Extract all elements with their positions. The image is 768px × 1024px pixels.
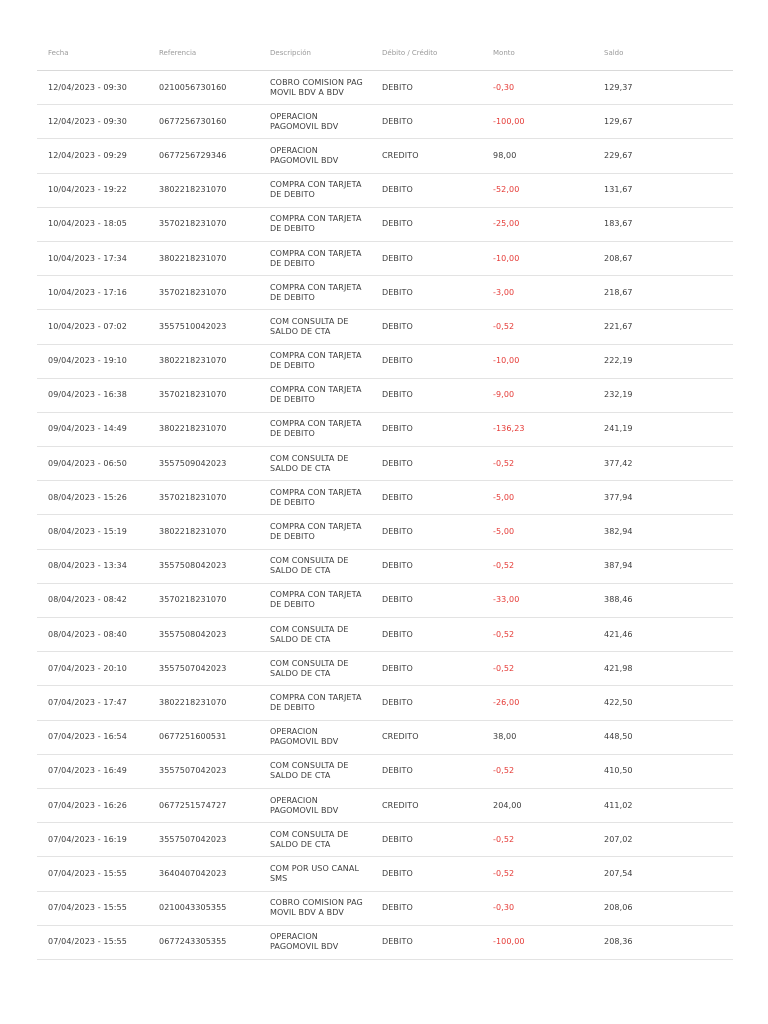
cell-monto: -0,52 <box>493 834 515 844</box>
cell-referencia: 3802218231070 <box>159 185 227 195</box>
cell-referencia: 3570218231070 <box>159 492 227 502</box>
cell-fecha: 10/04/2023 - 17:34 <box>48 253 127 263</box>
cell-fecha: 12/04/2023 - 09:30 <box>48 116 127 126</box>
cell-monto: -25,00 <box>493 219 520 229</box>
cell-monto: -10,00 <box>493 253 520 263</box>
cell-monto: -5,00 <box>493 527 515 537</box>
cell-referencia: 0677256729346 <box>159 150 227 160</box>
cell-tipo: DEBITO <box>382 219 413 229</box>
cell-descripcion: COMPRA CON TARJETA DE DEBITO <box>270 385 362 405</box>
cell-descripcion: COMPRA CON TARJETA DE DEBITO <box>270 419 362 439</box>
cell-fecha: 07/04/2023 - 20:10 <box>48 663 127 673</box>
cell-monto: -0,52 <box>493 458 515 468</box>
cell-referencia: 0677251574727 <box>159 800 227 810</box>
cell-monto: -0,52 <box>493 766 515 776</box>
table-row <box>37 823 733 857</box>
cell-tipo: DEBITO <box>382 185 413 195</box>
cell-monto: -52,00 <box>493 185 520 195</box>
cell-descripcion: COM CONSULTA DE SALDO DE CTA <box>270 829 349 849</box>
cell-saldo: 222,19 <box>604 356 633 366</box>
cell-saldo: 232,19 <box>604 390 633 400</box>
cell-referencia: 0677251600531 <box>159 732 227 742</box>
cell-descripcion: COMPRA CON TARJETA DE DEBITO <box>270 590 362 610</box>
cell-descripcion: COBRO COMISION PAG MOVIL BDV A BDV <box>270 77 363 97</box>
cell-referencia: 3802218231070 <box>159 424 227 434</box>
cell-saldo: 207,02 <box>604 834 633 844</box>
cell-saldo: 421,98 <box>604 663 633 673</box>
cell-referencia: 3557507042023 <box>159 766 227 776</box>
cell-tipo: DEBITO <box>382 287 413 297</box>
cell-tipo: DEBITO <box>382 766 413 776</box>
cell-descripcion: OPERACION PAGOMOVIL BDV <box>270 795 339 815</box>
cell-saldo: 411,02 <box>604 800 633 810</box>
cell-referencia: 3557510042023 <box>159 321 227 331</box>
table-row <box>37 789 733 823</box>
cell-descripcion: COM POR USO CANAL SMS <box>270 863 359 883</box>
cell-tipo: DEBITO <box>382 390 413 400</box>
cell-saldo: 129,67 <box>604 116 633 126</box>
cell-monto: 98,00 <box>493 150 517 160</box>
cell-tipo: DEBITO <box>382 492 413 502</box>
cell-saldo: 422,50 <box>604 697 633 707</box>
cell-tipo: DEBITO <box>382 561 413 571</box>
cell-saldo: 208,67 <box>604 253 633 263</box>
table-row <box>37 721 733 755</box>
cell-referencia: 3640407042023 <box>159 868 227 878</box>
cell-monto: -0,52 <box>493 629 515 639</box>
cell-saldo: 382,94 <box>604 527 633 537</box>
cell-fecha: 10/04/2023 - 18:05 <box>48 219 127 229</box>
table-row <box>37 413 733 447</box>
cell-tipo: DEBITO <box>382 82 413 92</box>
table-row <box>37 618 733 652</box>
cell-saldo: 410,50 <box>604 766 633 776</box>
table-row <box>37 242 733 276</box>
cell-referencia: 3557508042023 <box>159 629 227 639</box>
cell-referencia: 3802218231070 <box>159 253 227 263</box>
table-row <box>37 892 733 926</box>
cell-monto: 38,00 <box>493 732 517 742</box>
cell-fecha: 09/04/2023 - 14:49 <box>48 424 127 434</box>
cell-descripcion: COMPRA CON TARJETA DE DEBITO <box>270 487 362 507</box>
cell-monto: -9,00 <box>493 390 515 400</box>
cell-fecha: 10/04/2023 - 17:16 <box>48 287 127 297</box>
cell-monto: -0,52 <box>493 663 515 673</box>
cell-descripcion: COMPRA CON TARJETA DE DEBITO <box>270 214 362 234</box>
cell-monto: -136,23 <box>493 424 525 434</box>
cell-descripcion: OPERACION PAGOMOVIL BDV <box>270 145 339 165</box>
cell-descripcion: COMPRA CON TARJETA DE DEBITO <box>270 692 362 712</box>
table-row <box>37 755 733 789</box>
cell-descripcion: COM CONSULTA DE SALDO DE CTA <box>270 761 349 781</box>
table-row <box>37 447 733 481</box>
cell-descripcion: COM CONSULTA DE SALDO DE CTA <box>270 316 349 336</box>
cell-fecha: 07/04/2023 - 17:47 <box>48 697 127 707</box>
table-row <box>37 71 733 105</box>
cell-fecha: 10/04/2023 - 19:22 <box>48 185 127 195</box>
cell-descripcion: COMPRA CON TARJETA DE DEBITO <box>270 522 362 542</box>
cell-monto: -26,00 <box>493 697 520 707</box>
cell-descripcion: OPERACION PAGOMOVIL BDV <box>270 111 339 131</box>
cell-saldo: 208,36 <box>604 937 633 947</box>
table-row <box>37 208 733 242</box>
cell-monto: -0,52 <box>493 321 515 331</box>
table-row <box>37 139 733 173</box>
table-row <box>37 857 733 891</box>
cell-saldo: 208,06 <box>604 903 633 913</box>
cell-fecha: 08/04/2023 - 15:19 <box>48 527 127 537</box>
cell-referencia: 3802218231070 <box>159 697 227 707</box>
cell-descripcion: COMPRA CON TARJETA DE DEBITO <box>270 282 362 302</box>
cell-monto: -0,52 <box>493 561 515 571</box>
table-body <box>37 71 733 960</box>
cell-fecha: 07/04/2023 - 16:26 <box>48 800 127 810</box>
table-row <box>37 926 733 960</box>
transactions-table <box>37 36 733 960</box>
cell-saldo: 388,46 <box>604 595 633 605</box>
table-row <box>37 584 733 618</box>
cell-tipo: DEBITO <box>382 834 413 844</box>
cell-descripcion: OPERACION PAGOMOVIL BDV <box>270 727 339 747</box>
table-row <box>37 686 733 720</box>
cell-descripcion: COM CONSULTA DE SALDO DE CTA <box>270 453 349 473</box>
cell-referencia: 3557508042023 <box>159 561 227 571</box>
cell-fecha: 09/04/2023 - 06:50 <box>48 458 127 468</box>
cell-tipo: DEBITO <box>382 321 413 331</box>
cell-descripcion: OPERACION PAGOMOVIL BDV <box>270 932 339 952</box>
cell-referencia: 3802218231070 <box>159 356 227 366</box>
cell-fecha: 08/04/2023 - 13:34 <box>48 561 127 571</box>
cell-saldo: 131,67 <box>604 185 633 195</box>
cell-referencia: 3557509042023 <box>159 458 227 468</box>
cell-fecha: 12/04/2023 - 09:29 <box>48 150 127 160</box>
cell-fecha: 09/04/2023 - 19:10 <box>48 356 127 366</box>
header-tipo: Débito / Crédito <box>382 49 438 57</box>
cell-fecha: 12/04/2023 - 09:30 <box>48 82 127 92</box>
table-row <box>37 276 733 310</box>
cell-referencia: 3557507042023 <box>159 663 227 673</box>
cell-saldo: 448,50 <box>604 732 633 742</box>
cell-referencia: 0210056730160 <box>159 82 227 92</box>
cell-fecha: 07/04/2023 - 16:19 <box>48 834 127 844</box>
table-row <box>37 379 733 413</box>
cell-tipo: CREDITO <box>382 732 419 742</box>
cell-tipo: DEBITO <box>382 868 413 878</box>
cell-saldo: 221,67 <box>604 321 633 331</box>
header-descripcion: Descripción <box>270 49 311 57</box>
cell-monto: -5,00 <box>493 492 515 502</box>
header-referencia: Referencia <box>159 49 197 57</box>
cell-tipo: DEBITO <box>382 116 413 126</box>
table-row <box>37 174 733 208</box>
cell-descripcion: COM CONSULTA DE SALDO DE CTA <box>270 658 349 678</box>
cell-saldo: 207,54 <box>604 868 633 878</box>
header-fecha: Fecha <box>48 49 69 57</box>
table-row <box>37 550 733 584</box>
cell-referencia: 3570218231070 <box>159 219 227 229</box>
cell-tipo: DEBITO <box>382 458 413 468</box>
cell-tipo: DEBITO <box>382 629 413 639</box>
cell-saldo: 229,67 <box>604 150 633 160</box>
cell-tipo: CREDITO <box>382 150 419 160</box>
cell-monto: -0,52 <box>493 868 515 878</box>
cell-tipo: DEBITO <box>382 356 413 366</box>
cell-tipo: DEBITO <box>382 424 413 434</box>
cell-descripcion: COM CONSULTA DE SALDO DE CTA <box>270 624 349 644</box>
table-header <box>37 36 733 71</box>
cell-tipo: DEBITO <box>382 253 413 263</box>
table-row <box>37 481 733 515</box>
table-row <box>37 345 733 379</box>
cell-tipo: CREDITO <box>382 800 419 810</box>
cell-descripcion: COMPRA CON TARJETA DE DEBITO <box>270 180 362 200</box>
cell-saldo: 377,94 <box>604 492 633 502</box>
cell-fecha: 08/04/2023 - 08:42 <box>48 595 127 605</box>
table-row <box>37 652 733 686</box>
cell-fecha: 08/04/2023 - 15:26 <box>48 492 127 502</box>
cell-fecha: 10/04/2023 - 07:02 <box>48 321 127 331</box>
table-row <box>37 105 733 139</box>
cell-saldo: 387,94 <box>604 561 633 571</box>
cell-monto: -0,30 <box>493 903 515 913</box>
cell-monto: -10,00 <box>493 356 520 366</box>
cell-saldo: 377,42 <box>604 458 633 468</box>
cell-referencia: 3557507042023 <box>159 834 227 844</box>
cell-referencia: 3570218231070 <box>159 595 227 605</box>
cell-descripcion: COMPRA CON TARJETA DE DEBITO <box>270 248 362 268</box>
cell-fecha: 09/04/2023 - 16:38 <box>48 390 127 400</box>
cell-tipo: DEBITO <box>382 595 413 605</box>
cell-saldo: 183,67 <box>604 219 633 229</box>
cell-tipo: DEBITO <box>382 663 413 673</box>
cell-saldo: 241,19 <box>604 424 633 434</box>
cell-tipo: DEBITO <box>382 937 413 947</box>
cell-descripcion: COBRO COMISION PAG MOVIL BDV A BDV <box>270 898 363 918</box>
table-row <box>37 515 733 549</box>
cell-monto: 204,00 <box>493 800 522 810</box>
cell-tipo: DEBITO <box>382 903 413 913</box>
cell-monto: -100,00 <box>493 937 525 947</box>
cell-fecha: 07/04/2023 - 15:55 <box>48 868 127 878</box>
cell-referencia: 3802218231070 <box>159 527 227 537</box>
cell-saldo: 129,37 <box>604 82 633 92</box>
cell-fecha: 07/04/2023 - 15:55 <box>48 903 127 913</box>
cell-saldo: 218,67 <box>604 287 633 297</box>
cell-tipo: DEBITO <box>382 527 413 537</box>
cell-monto: -33,00 <box>493 595 520 605</box>
cell-monto: -3,00 <box>493 287 515 297</box>
cell-monto: -100,00 <box>493 116 525 126</box>
header-monto: Monto <box>493 49 515 57</box>
cell-referencia: 3570218231070 <box>159 287 227 297</box>
header-saldo: Saldo <box>604 49 624 57</box>
cell-referencia: 0677243305355 <box>159 937 227 947</box>
cell-saldo: 421,46 <box>604 629 633 639</box>
cell-referencia: 3570218231070 <box>159 390 227 400</box>
cell-monto: -0,30 <box>493 82 515 92</box>
cell-fecha: 07/04/2023 - 15:55 <box>48 937 127 947</box>
cell-descripcion: COM CONSULTA DE SALDO DE CTA <box>270 556 349 576</box>
cell-fecha: 07/04/2023 - 16:54 <box>48 732 127 742</box>
table-row <box>37 310 733 344</box>
cell-referencia: 0210043305355 <box>159 903 227 913</box>
cell-fecha: 07/04/2023 - 16:49 <box>48 766 127 776</box>
cell-referencia: 0677256730160 <box>159 116 227 126</box>
cell-fecha: 08/04/2023 - 08:40 <box>48 629 127 639</box>
cell-descripcion: COMPRA CON TARJETA DE DEBITO <box>270 351 362 371</box>
cell-tipo: DEBITO <box>382 697 413 707</box>
